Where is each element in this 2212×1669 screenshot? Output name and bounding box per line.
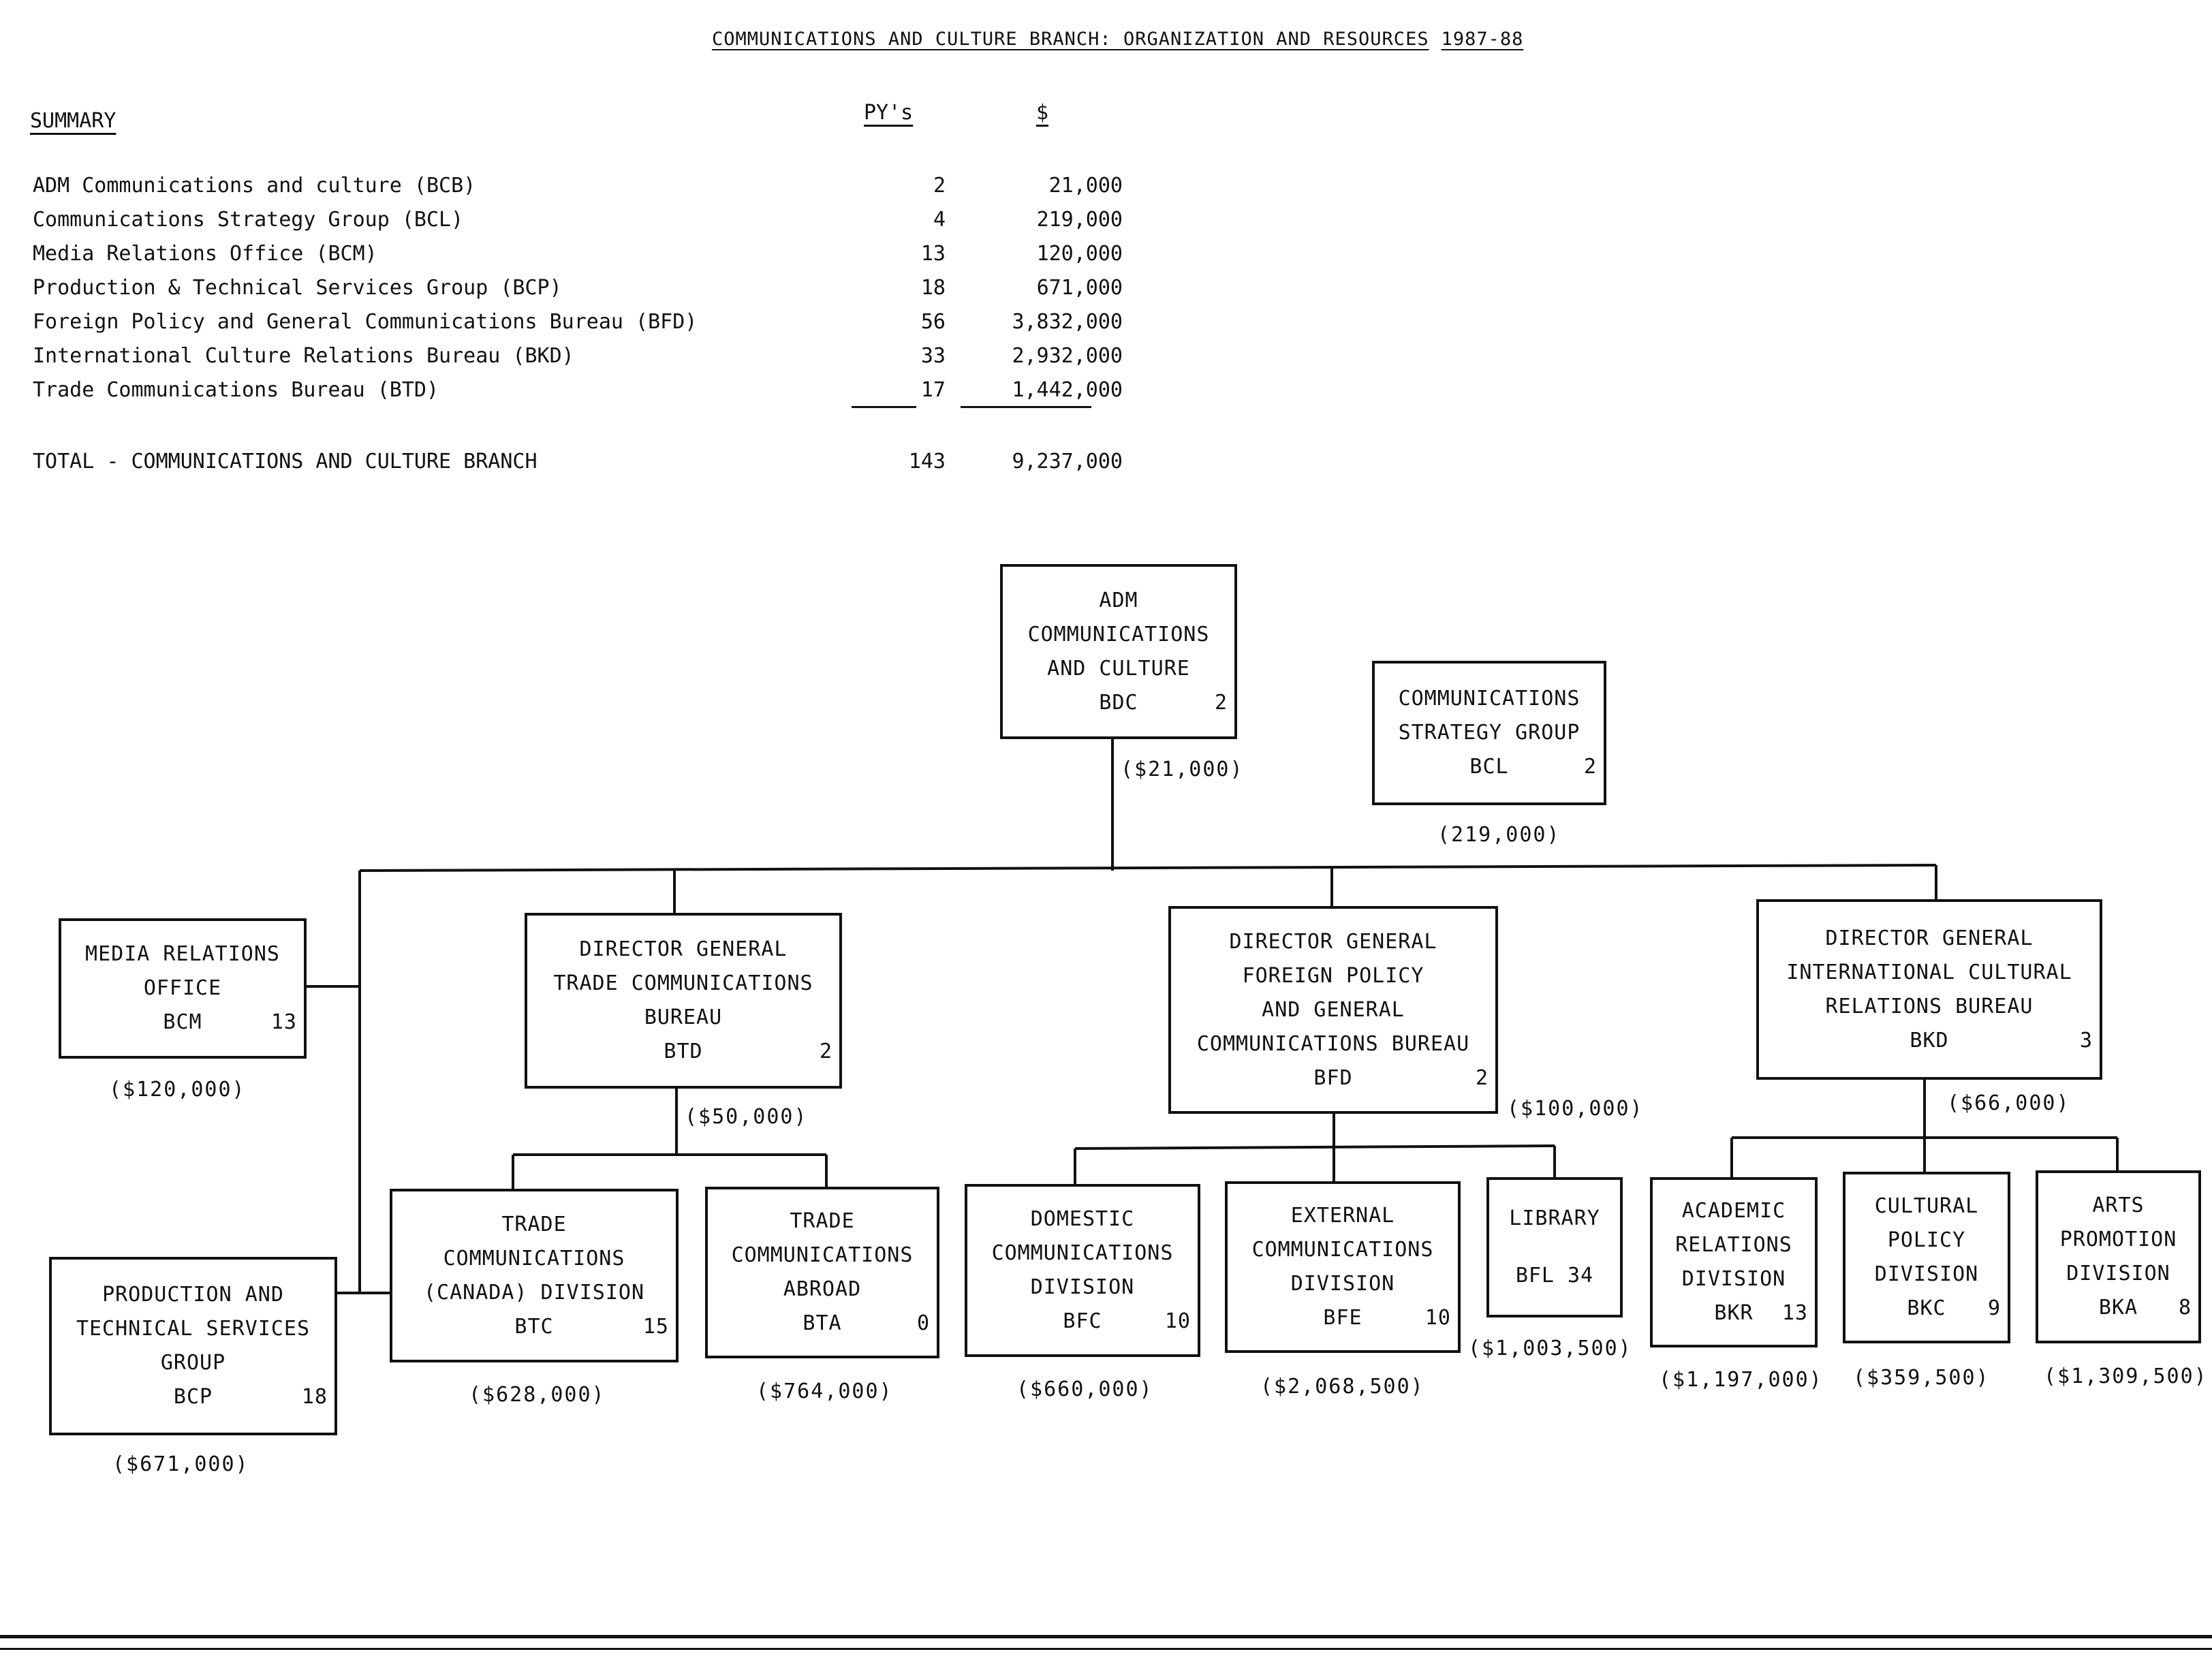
summary-row-label: Communications Strategy Group (BCL) (33, 208, 464, 232)
foreign-bureau-amount: ($100,000) (1507, 1097, 1644, 1121)
summary-heading: SUMMARY (30, 109, 116, 133)
library-box (1486, 1177, 1623, 1317)
box-title-line: COMMUNICATIONS (991, 1241, 1174, 1265)
box-title-line: ARTS (2092, 1194, 2145, 1217)
summary-row-amount: 2,932,000 (1012, 344, 1123, 368)
box-code-row (1228, 1301, 1458, 1335)
summary-row-label: Media Relations Office (BCM) (33, 242, 377, 266)
btc-amount: ($628,000) (469, 1383, 606, 1407)
py-column-header: PY's (864, 101, 914, 125)
py-count: 18 (301, 1385, 328, 1409)
box-title-line: POLICY (1887, 1228, 1966, 1252)
unit-code: BCM (163, 1010, 202, 1034)
summary-row-py: 13 (920, 242, 946, 266)
box-code-row (52, 1380, 334, 1414)
media-relations-office-box (59, 918, 307, 1059)
box-title-line: GROUP (160, 1351, 226, 1375)
box-code-row (1489, 1259, 1620, 1293)
py-count: 2 (819, 1040, 832, 1063)
summary-total-label: TOTAL - COMMUNICATIONS AND CULTURE BRANCH (33, 450, 538, 473)
unit-code: BKD (1910, 1028, 1949, 1052)
box-code-row (392, 1310, 676, 1344)
trade-communications-abroad-box (705, 1187, 939, 1358)
box-title-line: COMMUNICATIONS BUREAU (1196, 1031, 1470, 1056)
box-title-line: COMMUNICATIONS (1027, 622, 1210, 646)
summary-row-py: 56 (920, 310, 946, 334)
box-title-line: CULTURAL (1874, 1194, 1979, 1218)
summary-row-label: ADM Communications and culture (BCB) (33, 174, 476, 198)
box-title-line: ADM (1099, 588, 1138, 612)
box-title-line: TECHNICAL SERVICES (76, 1317, 311, 1341)
py-count: 15 (642, 1314, 669, 1339)
box-title-line: DIRECTOR GENERAL (1229, 929, 1437, 954)
unit-code: BFC (1063, 1309, 1102, 1333)
box-title-line: AND CULTURE (1047, 656, 1190, 681)
summary-row-py: 4 (933, 208, 946, 232)
summary-row-label: International Culture Relations Bureau (BKD) (33, 344, 574, 368)
py-count: 9 (1987, 1296, 2001, 1320)
intl-bureau-amount: ($66,000) (1947, 1091, 2070, 1115)
py-count: 3 (2079, 1028, 2093, 1052)
bka-amount: ($1,309,500) (2044, 1364, 2208, 1388)
strategy-amount: (219,000) (1437, 823, 1561, 847)
py-count: 8 (2178, 1296, 2192, 1320)
arts-promotion-division-box (2036, 1170, 2201, 1343)
box-title-line: FOREIGN POLICY (1242, 963, 1424, 988)
unit-code: BTA (803, 1311, 842, 1335)
box-title-line: RELATIONS (1675, 1233, 1792, 1257)
foreign-policy-bureau-box (1168, 906, 1498, 1114)
box-title-line: (CANADA) DIVISION (423, 1280, 645, 1305)
box-title-line: COMMUNICATIONS (443, 1246, 625, 1270)
box-title-line: DIVISION (2066, 1262, 2170, 1285)
box-title-line: OFFICE (143, 976, 222, 1000)
summary-row-amount: 21,000 (1048, 174, 1123, 198)
py-count: 10 (1424, 1306, 1451, 1330)
box-code-row (708, 1307, 937, 1341)
production-technical-services-box (49, 1257, 337, 1435)
py-count: 2 (1214, 690, 1228, 715)
box-title-line: ABROAD (783, 1277, 862, 1301)
box-title-line: DIVISION (1030, 1275, 1135, 1299)
unit-code: BTC (514, 1314, 554, 1339)
box-title-line: STRATEGY GROUP (1398, 721, 1580, 745)
box-code-row (1003, 686, 1234, 720)
cultural-policy-division-box (1843, 1172, 2010, 1343)
box-title-line: EXTERNAL (1290, 1204, 1395, 1228)
summary-row-amount: 671,000 (1036, 276, 1123, 300)
box-title-line: DIRECTOR GENERAL (579, 937, 788, 961)
box-title-line: COMMUNICATIONS (731, 1243, 914, 1267)
unit-code: BTD (664, 1040, 703, 1063)
academic-relations-division-box (1650, 1177, 1818, 1347)
summary-row-amount: 3,832,000 (1012, 310, 1123, 334)
adm-communications-culture-box (1000, 564, 1237, 739)
box-title-line: DOMESTIC (1030, 1207, 1135, 1231)
trade-communications-canada-division-box (390, 1189, 679, 1362)
py-count: 13 (270, 1010, 297, 1034)
box-code-row (1375, 750, 1604, 784)
bkc-amount: ($359,500) (1853, 1366, 1990, 1390)
box-title-line: TRADE COMMUNICATIONS (553, 971, 813, 995)
box-code-row (1653, 1296, 1815, 1330)
box-code-row (1171, 1061, 1495, 1095)
bkr-amount: ($1,197,000) (1659, 1368, 1823, 1392)
box-title-line: PROMOTION (2059, 1228, 2177, 1251)
box-title-line: DIVISION (1681, 1267, 1786, 1291)
summary-row-amount: 1,442,000 (1012, 378, 1123, 402)
box-code-row (527, 1035, 839, 1069)
unit-code: BCP (173, 1385, 213, 1409)
external-communications-division-box (1225, 1181, 1461, 1353)
box-title-line: TRADE (790, 1209, 855, 1233)
unit-code: BFE (1323, 1306, 1362, 1330)
unit-code: BKA (2098, 1296, 2138, 1320)
summary-total-amount: 9,237,000 (1012, 450, 1123, 473)
adm-amount: ($21,000) (1121, 758, 1244, 781)
summary-row-py: 18 (920, 276, 946, 300)
box-title-line: DIVISION (1290, 1272, 1395, 1296)
box-code-row (967, 1305, 1198, 1339)
py-count: 2 (1583, 755, 1597, 779)
summary-row-py: 2 (933, 174, 946, 198)
box-title-line: COMMUNICATIONS (1398, 687, 1580, 711)
box-code-row (1845, 1292, 2008, 1326)
py-count: 2 (1475, 1065, 1489, 1090)
box-title-line: AND GENERAL (1262, 997, 1405, 1022)
summary-row-amount: 120,000 (1036, 242, 1123, 266)
box-title-line: LIBRARY (1509, 1206, 1600, 1230)
box-title-line: MEDIA RELATIONS (85, 942, 280, 966)
py-count: 13 (1781, 1301, 1808, 1325)
py-count: 10 (1164, 1309, 1191, 1333)
title-year: 1987-88 (1441, 29, 1524, 50)
box-title-line: TRADE (501, 1212, 567, 1236)
box-code-row (61, 1005, 304, 1040)
summary-row-amount: 219,000 (1036, 208, 1123, 232)
box-title-line: INTERNATIONAL CULTURAL (1786, 960, 2072, 984)
unit-code: BFD (1313, 1065, 1353, 1090)
bta-amount: ($764,000) (756, 1379, 893, 1403)
py-count: 0 (916, 1311, 930, 1335)
trade-communications-bureau-box (525, 913, 842, 1089)
title-main: COMMUNICATIONS AND CULTURE BRANCH: ORGANIZATION AND RESOURCES (712, 29, 1429, 50)
domestic-communications-division-box (965, 1184, 1200, 1357)
summary-row-label: Trade Communications Bureau (BTD) (33, 378, 439, 402)
box-code-row (1759, 1024, 2100, 1058)
box-title-line: COMMUNICATIONS (1251, 1238, 1434, 1262)
summary-row-py: 33 (920, 344, 946, 368)
bfl-amount: ($1,003,500) (1468, 1337, 1632, 1360)
box-title-line: PRODUCTION AND (102, 1283, 284, 1307)
box-code-row (2038, 1291, 2198, 1325)
bfc-amount: ($660,000) (1016, 1377, 1153, 1401)
box-title-line: RELATIONS BUREAU (1825, 994, 2034, 1018)
trade-bureau-amount: ($50,000) (685, 1105, 808, 1129)
unit-code: BDC (1099, 690, 1138, 715)
box-title-line: DIRECTOR GENERAL (1825, 926, 2034, 950)
bottom-border (0, 1635, 2212, 1650)
summary-row-label: Production & Technical Services Group (BCP) (33, 276, 562, 300)
production-amount: ($671,000) (112, 1452, 249, 1476)
bfe-amount: ($2,068,500) (1260, 1375, 1424, 1399)
international-cultural-relations-bureau-box (1756, 899, 2102, 1080)
summary-row-py: 17 (920, 378, 946, 402)
dollars-column-header: $ (1035, 101, 1049, 125)
unit-code: BKR (1714, 1301, 1754, 1325)
box-title-line: ACADEMIC (1681, 1199, 1786, 1223)
unit-code: BCL (1469, 755, 1509, 779)
media-amount: ($120,000) (109, 1078, 246, 1102)
unit-code: BFL 34 (1515, 1264, 1594, 1288)
box-title-line: BUREAU (644, 1005, 723, 1029)
summary-row-label: Foreign Policy and General Communications Bureau (BFD) (33, 310, 698, 334)
communications-strategy-group-box (1372, 661, 1606, 805)
summary-total-py: 143 (908, 450, 946, 473)
unit-code: BKC (1907, 1296, 1946, 1320)
box-title-line: DIVISION (1874, 1262, 1979, 1286)
